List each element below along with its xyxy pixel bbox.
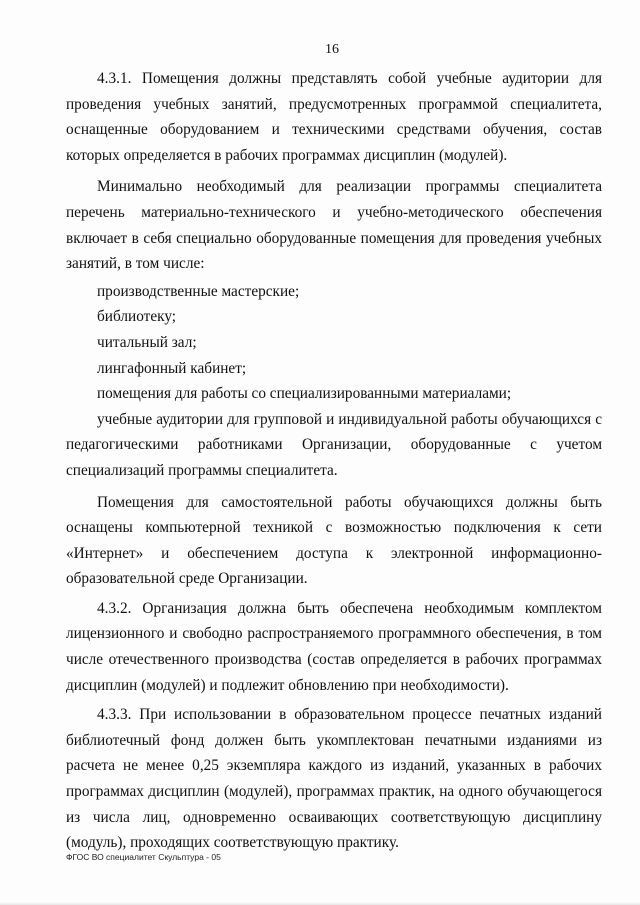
body-text — [66, 66, 602, 856]
paragraph-self-study-rooms: Помещения для самостоятельной работы обучающихся должны быть оснащены компьютерной техникой с возможностью подключения к сети «Интернет» и обеспечением доступа к электронной информационно-образовательной среде Организации. — [66, 493, 602, 588]
list-item-special-materials-rooms: помещения для работы со специализированными материалами; — [97, 385, 512, 403]
list-item-classrooms: учебные аудитории для групповой и индивидуальной работы обучающихся с педагогическими работниками Организации, оборудованные с учетом специализаций программы специалитета. — [66, 410, 602, 479]
paragraph-4-3-2: 4.3.2. Организация должна быть обеспечена необходимым комплектом лицензионного и свободно распространяемого программного обеспечения, в том числе отечественного производства (состав определяется в рабочих программах дисциплин (модулей) и подлежит обновлению при необходимости). — [66, 599, 602, 694]
list-item-reading-room: читальный зал; — [97, 333, 197, 351]
paragraph-equipment-intro: Минимально необходимый для реализации программы специалитета перечень материально-технического и учебно-методического обеспечения включает в себя специально оборудованные помещения для проведения учебных занятий, в том числе: — [66, 178, 602, 273]
footer-standard-code: ФГОС ВО специалитет Скульптура - 05 — [66, 852, 221, 862]
list-item-workshops: производственные мастерские; — [97, 282, 300, 300]
paragraph-4-3-1: 4.3.1. Помещения должны представлять собой учебные аудитории для проведения учебных занятий, предусмотренных программой специалитета, оснащенные оборудованием и техническими средствами обучения, состав которых определяется в рабочих программах дисциплин (модулей). — [66, 70, 602, 164]
list-item-language-lab: лингафонный кабинет; — [97, 359, 247, 377]
list-item-library: библиотеку; — [97, 308, 177, 326]
page-number: 16 — [325, 42, 339, 57]
paragraph-4-3-3: 4.3.3. При использовании в образовательном процессе печатных изданий библиотечный фонд должен быть укомплектован печатными изданиями из расчета не менее 0,25 экземпляра каждого из изданий, указанных в рабочих программах дисциплин (модулей), программах практик, на одного обучающегося из числа лиц, одновременно осваивающих соответствующую дисциплину (модуль), проходящих соответствующую практику. — [66, 706, 602, 852]
